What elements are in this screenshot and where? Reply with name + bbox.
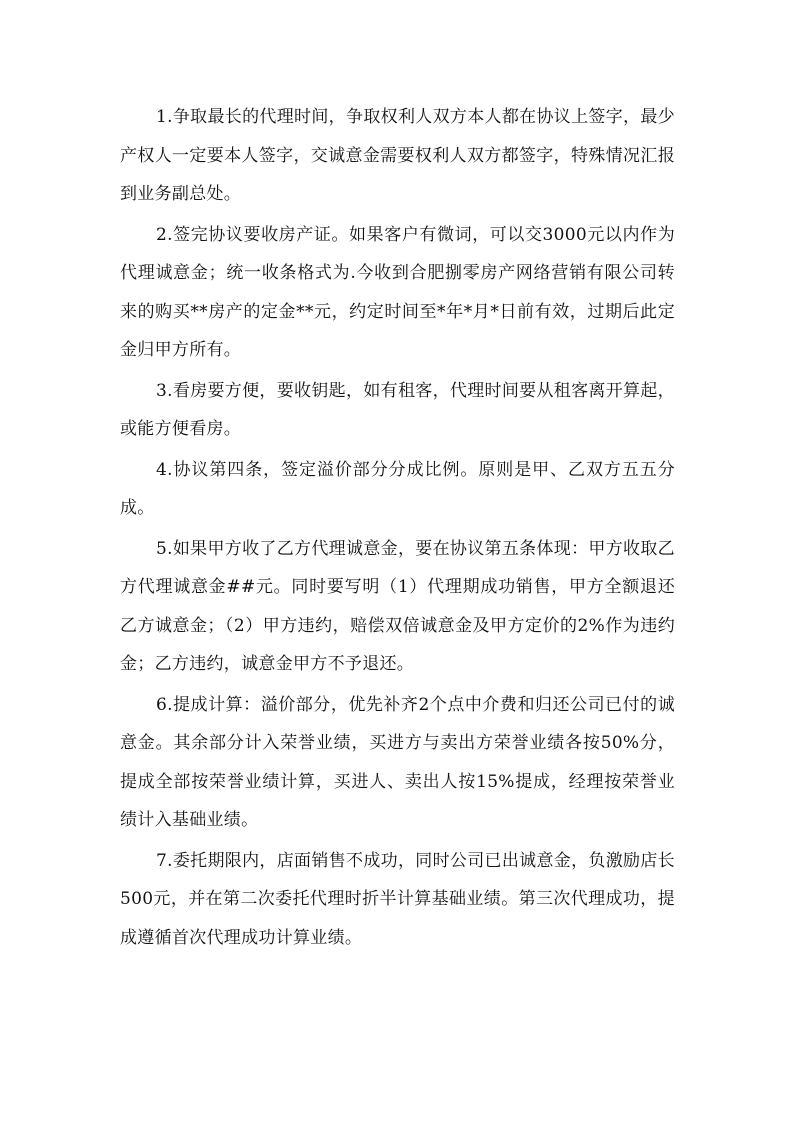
paragraph-6: 6.提成计算：溢价部分，优先补齐2个点中介费和归还公司已付的诚意金。其余部分计入荣誉业绩，买进方与卖出方荣誉业绩各按50%分，提成全部按荣誉业绩计算，买进人、卖出人按15%提成，经理按荣誉业绩计入基础业绩。	[120, 694, 675, 830]
paragraph-2: 2.签完协议要收房产证。如果客户有微词，可以交3000元以内作为代理诚意金；统一收条格式为.今收到合肥捌零房产网络营销有限公司转来的购买**房产的定金**元，约定时间至*年*月*日前有效，过期后此定金归甲方所有。	[120, 224, 675, 360]
paragraph-5: 5.如果甲方收了乙方代理诚意金，要在协议第五条体现：甲方收取乙方代理诚意金##元。同时要写明（1）代理期成功销售，甲方全额退还乙方诚意金；（2）甲方违约，赔偿双倍诚意金及甲方定价的2%作为违约金；乙方违约，诚意金甲方不予退还。	[120, 538, 675, 674]
paragraph-7: 7.委托期限内，店面销售不成功，同时公司已出诚意金，负激励店长500元，并在第二次委托代理时折半计算基础业绩。第三次代理成功，提成遵循首次代理成功计算业绩。	[120, 850, 675, 948]
paragraph-4: 4.协议第四条，签定溢价部分分成比例。原则是甲、乙双方五五分成。	[120, 459, 675, 518]
paragraph-1: 1.争取最长的代理时间，争取权利人双方本人都在协议上签字，最少产权人一定要本人签字，交诚意金需要权利人双方都签字，特殊情况汇报到业务副总处。	[120, 107, 675, 204]
paragraph-3: 3.看房要方便，要收钥匙，如有租客，代理时间要从租客离开算起，或能方便看房。	[120, 380, 675, 439]
document-body	[120, 98, 675, 959]
